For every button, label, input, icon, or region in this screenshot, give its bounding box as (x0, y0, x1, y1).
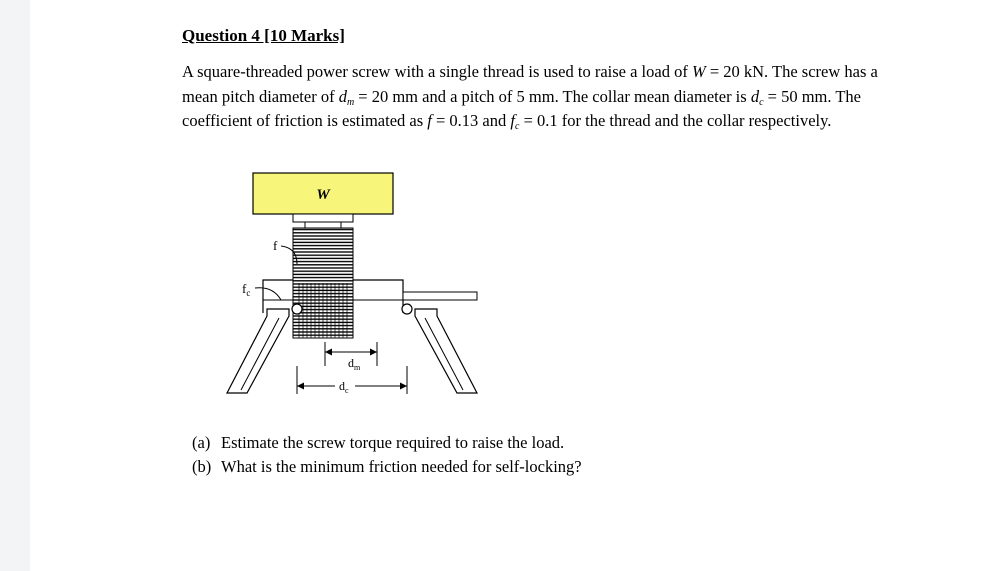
dm-label: $d_m$ (348, 356, 361, 372)
dm-symbol: d (338, 86, 347, 106)
handle-bar (403, 292, 477, 300)
dc-symbol: d (750, 86, 760, 106)
f-symbol: f (427, 111, 432, 130)
part-b-text: What is the minimum friction needed for self-locking? (221, 456, 582, 476)
part-a-label: (a) (192, 433, 211, 452)
fc-subscript: c (514, 121, 520, 132)
statement-text: = 20 mm and a pitch of 5 mm. The collar mean diameter is (354, 86, 751, 106)
statement-text: = 20 kN. The screw has a mean pitch diameter of (182, 62, 878, 106)
left-pivot (292, 304, 302, 314)
statement-text: = 0.1 for the thread and the collar respectively. (519, 111, 832, 130)
left-support-leg (227, 309, 289, 393)
fc-symbol: f (510, 111, 515, 130)
statement-text: = 0.13 and (431, 111, 511, 130)
part-b (192, 455, 582, 479)
part-a (192, 431, 582, 455)
statement-text: A square-threaded power screw with a single thread is used to raise a load of (182, 62, 692, 81)
question-title: Question 4 [10 Marks] (182, 26, 345, 45)
load-label: W (316, 187, 330, 203)
dm-subscript: m (346, 96, 355, 108)
question-parts (192, 431, 582, 478)
part-a-text: Estimate the screw torque required to raise the load. (221, 433, 565, 452)
problem-statement (182, 60, 882, 134)
page (30, 0, 990, 571)
collar-friction-label: $f_c$ (242, 281, 251, 298)
part-b-label: (b) (192, 456, 212, 476)
right-pivot (402, 304, 412, 314)
power-screw-figure (185, 168, 485, 404)
dc-subscript: c (759, 96, 764, 108)
right-support-leg (415, 309, 477, 393)
load-symbol: W (691, 62, 706, 81)
statement-text: = 50 mm. The coefficient of friction is estimated as (182, 86, 861, 130)
collar-friction-leader (255, 288, 281, 300)
thread-friction-label: f (273, 238, 278, 253)
screw-neck (305, 222, 341, 228)
dc-label: $d_c$ (339, 379, 349, 395)
screw-head (293, 214, 353, 222)
